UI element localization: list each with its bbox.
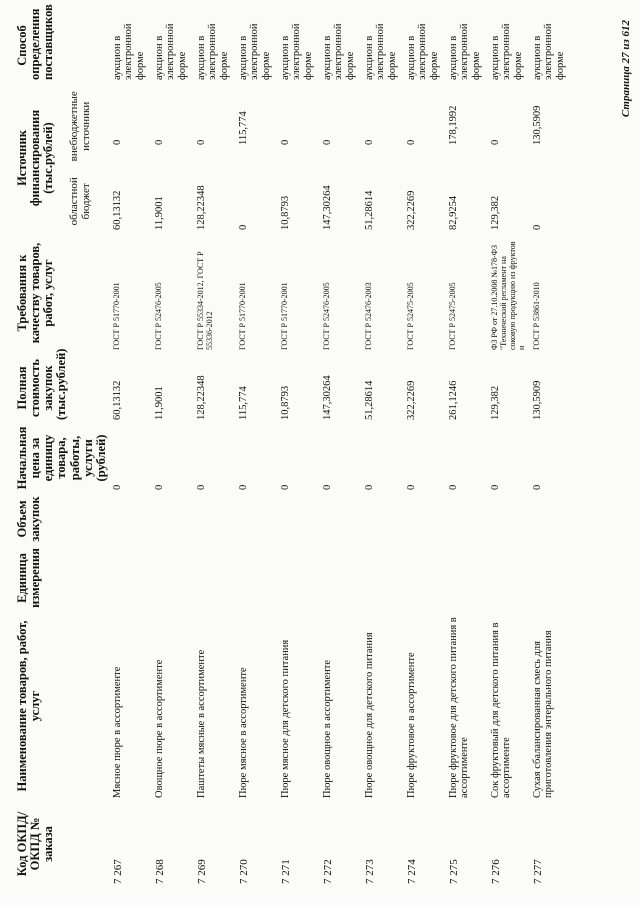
row-unit [530,545,572,611]
header-method: Способ определения поставщиков [15,4,56,80]
row-code: 7 267 [111,859,124,884]
row-volume [404,493,446,545]
table-row [110,8,152,887]
row-total: 51,28614 [363,380,375,420]
header-financing [14,83,110,233]
row-name: Сухая сбалансированная смесь для приготовления энтерального питания [531,630,555,798]
row-name: Пюре овощное для детского питания [363,632,375,798]
table-row [362,8,404,887]
row-volume [194,493,236,545]
row-code: 7 277 [531,859,544,884]
row-offbudget: 178,1992 [447,105,459,145]
row-volume [278,493,320,545]
financing-subheaders [69,86,92,230]
row-unit [110,545,152,611]
row-unit [278,545,320,611]
row-method: аукцион в электронной форме [363,23,398,80]
row-volume [362,493,404,545]
table-row [488,8,530,887]
row-code: 7 273 [363,859,376,884]
page-footer: Страница 27 из 612 [620,20,632,118]
row-total: 130,5909 [531,380,543,420]
row-unit [236,545,278,611]
row-total: 10,8793 [279,385,291,420]
row-volume [236,493,278,545]
table-row [446,8,488,887]
header-fin-off: внебюджетные источники [68,91,92,162]
row-total: 11,9001 [153,386,165,420]
table-row [530,8,572,887]
row-total: 128,22348 [195,375,207,420]
row-offbudget: 0 [279,139,291,145]
row-volume [110,493,152,545]
row-code: 7 268 [153,859,166,884]
header-row [14,8,110,887]
row-method: аукцион в электронной форме [279,23,314,80]
row-regional: 129,382 [489,195,501,230]
row-regional: 82,9254 [447,195,459,230]
row-method: аукцион в электронной форме [489,23,524,80]
row-price: 0 [321,484,333,490]
header-unit: Единица измерения [15,548,43,608]
row-price: 0 [111,484,123,490]
header-financing-title: Источник финансирования (тыс.рублей) [15,109,56,207]
row-price: 0 [195,484,207,490]
header-total: Полная стоимость закупок (тыс.рублей) [15,348,69,420]
row-regional: 147,30264 [321,185,333,230]
row-name: Сок фруктовый для детского питания в ассортименте [489,622,513,798]
row-unit [194,545,236,611]
header-fin-regional: областной бюджет [68,177,92,226]
row-total: 261,1246 [447,380,459,420]
row-regional: 10,8793 [279,195,291,230]
row-code: 7 269 [195,859,208,884]
row-unit [152,545,194,611]
row-method: аукцион в электронной форме [531,23,566,80]
row-method: аукцион в электронной форме [447,23,482,80]
row-name: Паштеты мясные в ассортименте [195,649,207,798]
header-volume: Объем закупок [15,496,43,542]
header-price: Начальная цена за единицу товара, работы, услуги (рублей) [15,426,108,490]
row-total: 147,30264 [321,375,333,420]
row-requirements: ГОСТ Р 52475-2005 [405,282,415,350]
row-regional: 60,13132 [111,190,123,230]
row-offbudget: 0 [153,139,165,145]
row-total: 129,382 [489,385,501,420]
row-requirements: ГОСТ Р 52476-2005 [153,282,163,350]
row-price: 0 [447,484,459,490]
row-method: аукцион в электронной форме [321,23,356,80]
table-row [404,8,446,887]
row-regional: 128,22348 [195,185,207,230]
row-regional: 51,28614 [363,190,375,230]
row-name: Мясное пюре в ассортименте [111,666,123,798]
row-price: 0 [237,484,249,490]
row-price: 0 [531,484,543,490]
row-code: 7 272 [321,859,334,884]
row-code: 7 270 [237,859,250,884]
row-volume [446,493,488,545]
row-unit [404,545,446,611]
row-requirements: ГОСТ Р 52476-2003 [363,282,373,350]
row-total: 115,774 [237,386,249,420]
row-method: аукцион в электронной форме [111,23,146,80]
row-regional: 0 [237,224,249,230]
row-requirements: ФЗ РФ от 27.10.2008 №178-ФЗ "Технический регламент на соковую продукцию из фруктов и [489,241,527,350]
row-method: аукцион в электронной форме [405,23,440,80]
row-code: 7 271 [279,859,292,884]
row-price: 0 [363,484,375,490]
row-name: Пюре мясное для детского питания [279,639,291,798]
row-regional: 0 [531,224,543,230]
row-offbudget: 0 [195,139,207,145]
row-volume [152,493,194,545]
row-requirements: ГОСТ Р 51770-2001 [111,282,121,350]
row-offbudget: 0 [405,139,417,145]
row-requirements: ГОСТ Р 55334-2012, ГОСТ Р 55336-2012 [195,251,215,350]
table-row [320,8,362,887]
row-offbudget: 115,774 [237,111,249,145]
row-price: 0 [405,484,417,490]
row-total: 322,2269 [405,380,417,420]
row-price: 0 [279,484,291,490]
row-method: аукцион в электронной форме [237,23,272,80]
row-price: 0 [153,484,165,490]
row-regional: 11,9001 [153,196,165,230]
row-offbudget: 0 [489,139,501,145]
row-code: 7 276 [489,859,502,884]
row-volume [320,493,362,545]
header-code: Код ОКПД/ ОКПД № заказа [15,811,56,877]
row-requirements: ГОСТ Р 52476-2005 [321,282,331,350]
row-offbudget: 0 [111,139,123,145]
table-row [194,8,236,887]
row-name: Пюре мясное в ассортименте [237,667,249,798]
row-volume [530,493,572,545]
table-row [152,8,194,887]
row-regional: 322,2269 [405,190,417,230]
row-offbudget: 130,5909 [531,105,543,145]
header-requirements: Требования к качеству товаров, работ, услуг [15,242,56,344]
row-unit [488,545,530,611]
row-requirements: ГОСТ Р 53861-2010 [531,282,541,350]
row-offbudget: 0 [321,139,333,145]
row-price: 0 [489,484,501,490]
row-method: аукцион в электронной форме [195,23,230,80]
row-code: 7 275 [447,859,460,884]
row-requirements: ГОСТ Р 52475-2005 [447,282,457,350]
header-name: Наименование товаров, работ, услуг [15,620,43,792]
row-requirements: ГОСТ Р 51770-2001 [237,282,247,350]
row-code: 7 274 [405,859,418,884]
row-unit [320,545,362,611]
table-row [236,8,278,887]
row-total: 60,13132 [111,380,123,420]
row-unit [362,545,404,611]
row-requirements: ГОСТ Р 51770-2001 [279,282,289,350]
row-offbudget: 0 [363,139,375,145]
row-name: Пюре фруктовое в ассортименте [405,652,417,798]
row-name: Пюре овощное в ассортименте [321,659,333,798]
procurement-table [14,4,572,887]
table-row [278,8,320,887]
row-name: Пюре фруктовое для детского питания в ассортименте [447,617,471,798]
row-method: аукцион в электронной форме [153,23,188,80]
row-unit [446,545,488,611]
row-name: Овощное пюре в ассортименте [153,659,165,798]
row-volume [488,493,530,545]
